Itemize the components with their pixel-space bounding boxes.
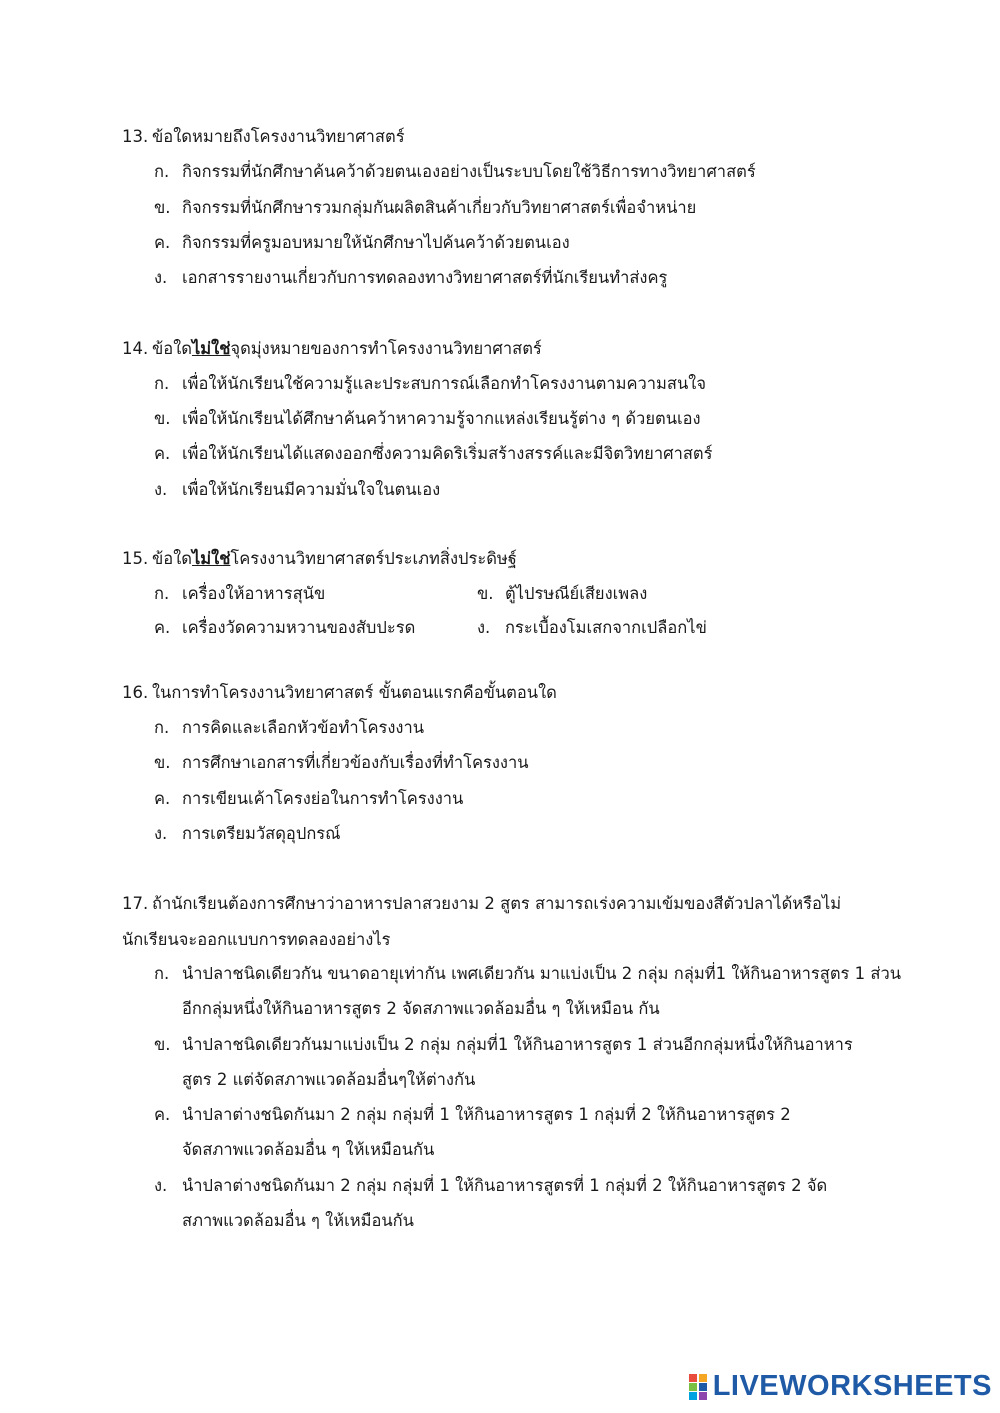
question-15-text: 15. ข้อใดไม่ใช่โครงงานวิทยาศาสตร์ประเภทสิ่งประดิษฐ์	[122, 549, 517, 568]
q16-option-b[interactable]: ข. การศึกษาเอกสารที่เกี่ยวข้องกับเรื่องที่ทำโครงงาน	[154, 753, 529, 772]
q13-option-b[interactable]: ข. กิจกรรมที่นักศึกษารวมกลุ่มกันผลิตสินค้าเกี่ยวกับวิทยาศาสตร์เพื่อจำหน่าย	[154, 198, 697, 217]
q14-option-a[interactable]: ก. เพื่อให้นักเรียนใช้ความรู้และประสบการณ์เลือกทำโครงงานตามความสนใจ	[154, 374, 707, 393]
q17-option-b-cont: สูตร 2 แต่จัดสภาพแวดล้อมอื่นๆให้ต่างกัน	[182, 1070, 476, 1089]
q17-option-b[interactable]: ข. นำปลาชนิดเดียวกันมาแบ่งเป็น 2 กลุ่ม กลุ่มที่1 ให้กินอาหารสูตร 1 ส่วนอีกกลุ่มหนึ่งให้กินอาหาร	[154, 1035, 853, 1054]
q15-option-c[interactable]: ค. เครื่องวัดความหวานของสับปะรด	[154, 618, 416, 637]
q17-option-c-cont: จัดสภาพแวดล้อมอื่น ๆ ให้เหมือนกัน	[182, 1140, 435, 1159]
liveworksheets-wordmark: LIVEWORKSHEETS	[712, 1370, 992, 1402]
emphasis-not: ไม่ใช่	[191, 549, 231, 568]
q15-option-d[interactable]: ง. กระเบื้องโมเสกจากเปลือกไข่	[477, 618, 707, 637]
q14-option-b[interactable]: ข. เพื่อให้นักเรียนได้ศึกษาค้นคว้าหาความรู้จากแหล่งเรียนรู้ต่าง ๆ ด้วยตนเอง	[154, 409, 701, 428]
q14-option-d[interactable]: ง. เพื่อให้นักเรียนมีความมั่นใจในตนเอง	[154, 480, 441, 499]
question-17-text: 17. ถ้านักเรียนต้องการศึกษาว่าอาหารปลาสวยงาม 2 สูตร สามารถเร่งความเข้มของสีตัวปลาได้หรือไม่	[122, 894, 842, 913]
q17-option-a[interactable]: ก. นำปลาชนิดเดียวกัน ขนาดอายุเท่ากัน เพศเดียวกัน มาแบ่งเป็น 2 กลุ่ม กลุ่มที่1 ให้กินอาหารสูตร 1 ส่วน	[154, 964, 901, 983]
q13-option-c[interactable]: ค. กิจกรรมที่ครูมอบหมายให้นักศึกษาไปค้นคว้าด้วยตนเอง	[154, 233, 570, 252]
question-17-text-cont: นักเรียนจะออกแบบการทดลองอย่างไร	[122, 930, 391, 949]
emphasis-not: ไม่ใช่	[191, 339, 231, 358]
question-14-text: 14. ข้อใดไม่ใช่จุดมุ่งหมายของการทำโครงงานวิทยาศาสตร์	[122, 339, 542, 358]
q16-option-c[interactable]: ค. การเขียนเค้าโครงย่อในการทำโครงงาน	[154, 789, 464, 808]
liveworksheets-logo	[689, 1370, 992, 1403]
liveworksheets-logo-icon	[689, 1374, 707, 1400]
q15-option-b[interactable]: ข. ตู้ไปรษณีย์เสียงเพลง	[477, 584, 648, 603]
q13-option-d[interactable]: ง. เอกสารรายงานเกี่ยวกับการทดลองทางวิทยาศาสตร์ที่นักเรียนทำส่งครู	[154, 268, 668, 287]
q17-option-d[interactable]: ง. นำปลาต่างชนิดกันมา 2 กลุ่ม กลุ่มที่ 1 ให้กินอาหารสูตรที่ 1 กลุ่มที่ 2 ให้กินอาหารสูตร 2 จัด	[154, 1176, 828, 1195]
q17-option-d-cont: สภาพแวดล้อมอื่น ๆ ให้เหมือนกัน	[182, 1211, 414, 1230]
q14-option-c[interactable]: ค. เพื่อให้นักเรียนได้แสดงออกซึ่งความคิดริเริ่มสร้างสรรค์และมีจิตวิทยาศาสตร์	[154, 444, 713, 463]
q17-option-c[interactable]: ค. นำปลาต่างชนิดกันมา 2 กลุ่ม กลุ่มที่ 1 ให้กินอาหารสูตร 1 กลุ่มที่ 2 ให้กินอาหารสูตร 2	[154, 1105, 791, 1124]
q16-option-a[interactable]: ก. การคิดและเลือกหัวข้อทำโครงงาน	[154, 718, 425, 737]
q17-option-a-cont: อีกกลุ่มหนึ่งให้กินอาหารสูตร 2 จัดสภาพแวดล้อมอื่น ๆ ให้เหมือน กัน	[182, 999, 660, 1018]
question-16-text: 16. ในการทำโครงงานวิทยาศาสตร์ ขั้นตอนแรกคือขั้นตอนใด	[122, 683, 557, 702]
q15-option-a[interactable]: ก. เครื่องให้อาหารสุนัข	[154, 584, 326, 603]
question-13-text: 13. ข้อใดหมายถึงโครงงานวิทยาศาสตร์	[122, 127, 405, 146]
q13-option-a[interactable]: ก. กิจกรรมที่นักศึกษาค้นคว้าด้วยตนเองอย่างเป็นระบบโดยใช้วิธีการทางวิทยาศาสตร์	[154, 162, 756, 181]
q16-option-d[interactable]: ง. การเตรียมวัสดุอุปกรณ์	[154, 824, 341, 843]
